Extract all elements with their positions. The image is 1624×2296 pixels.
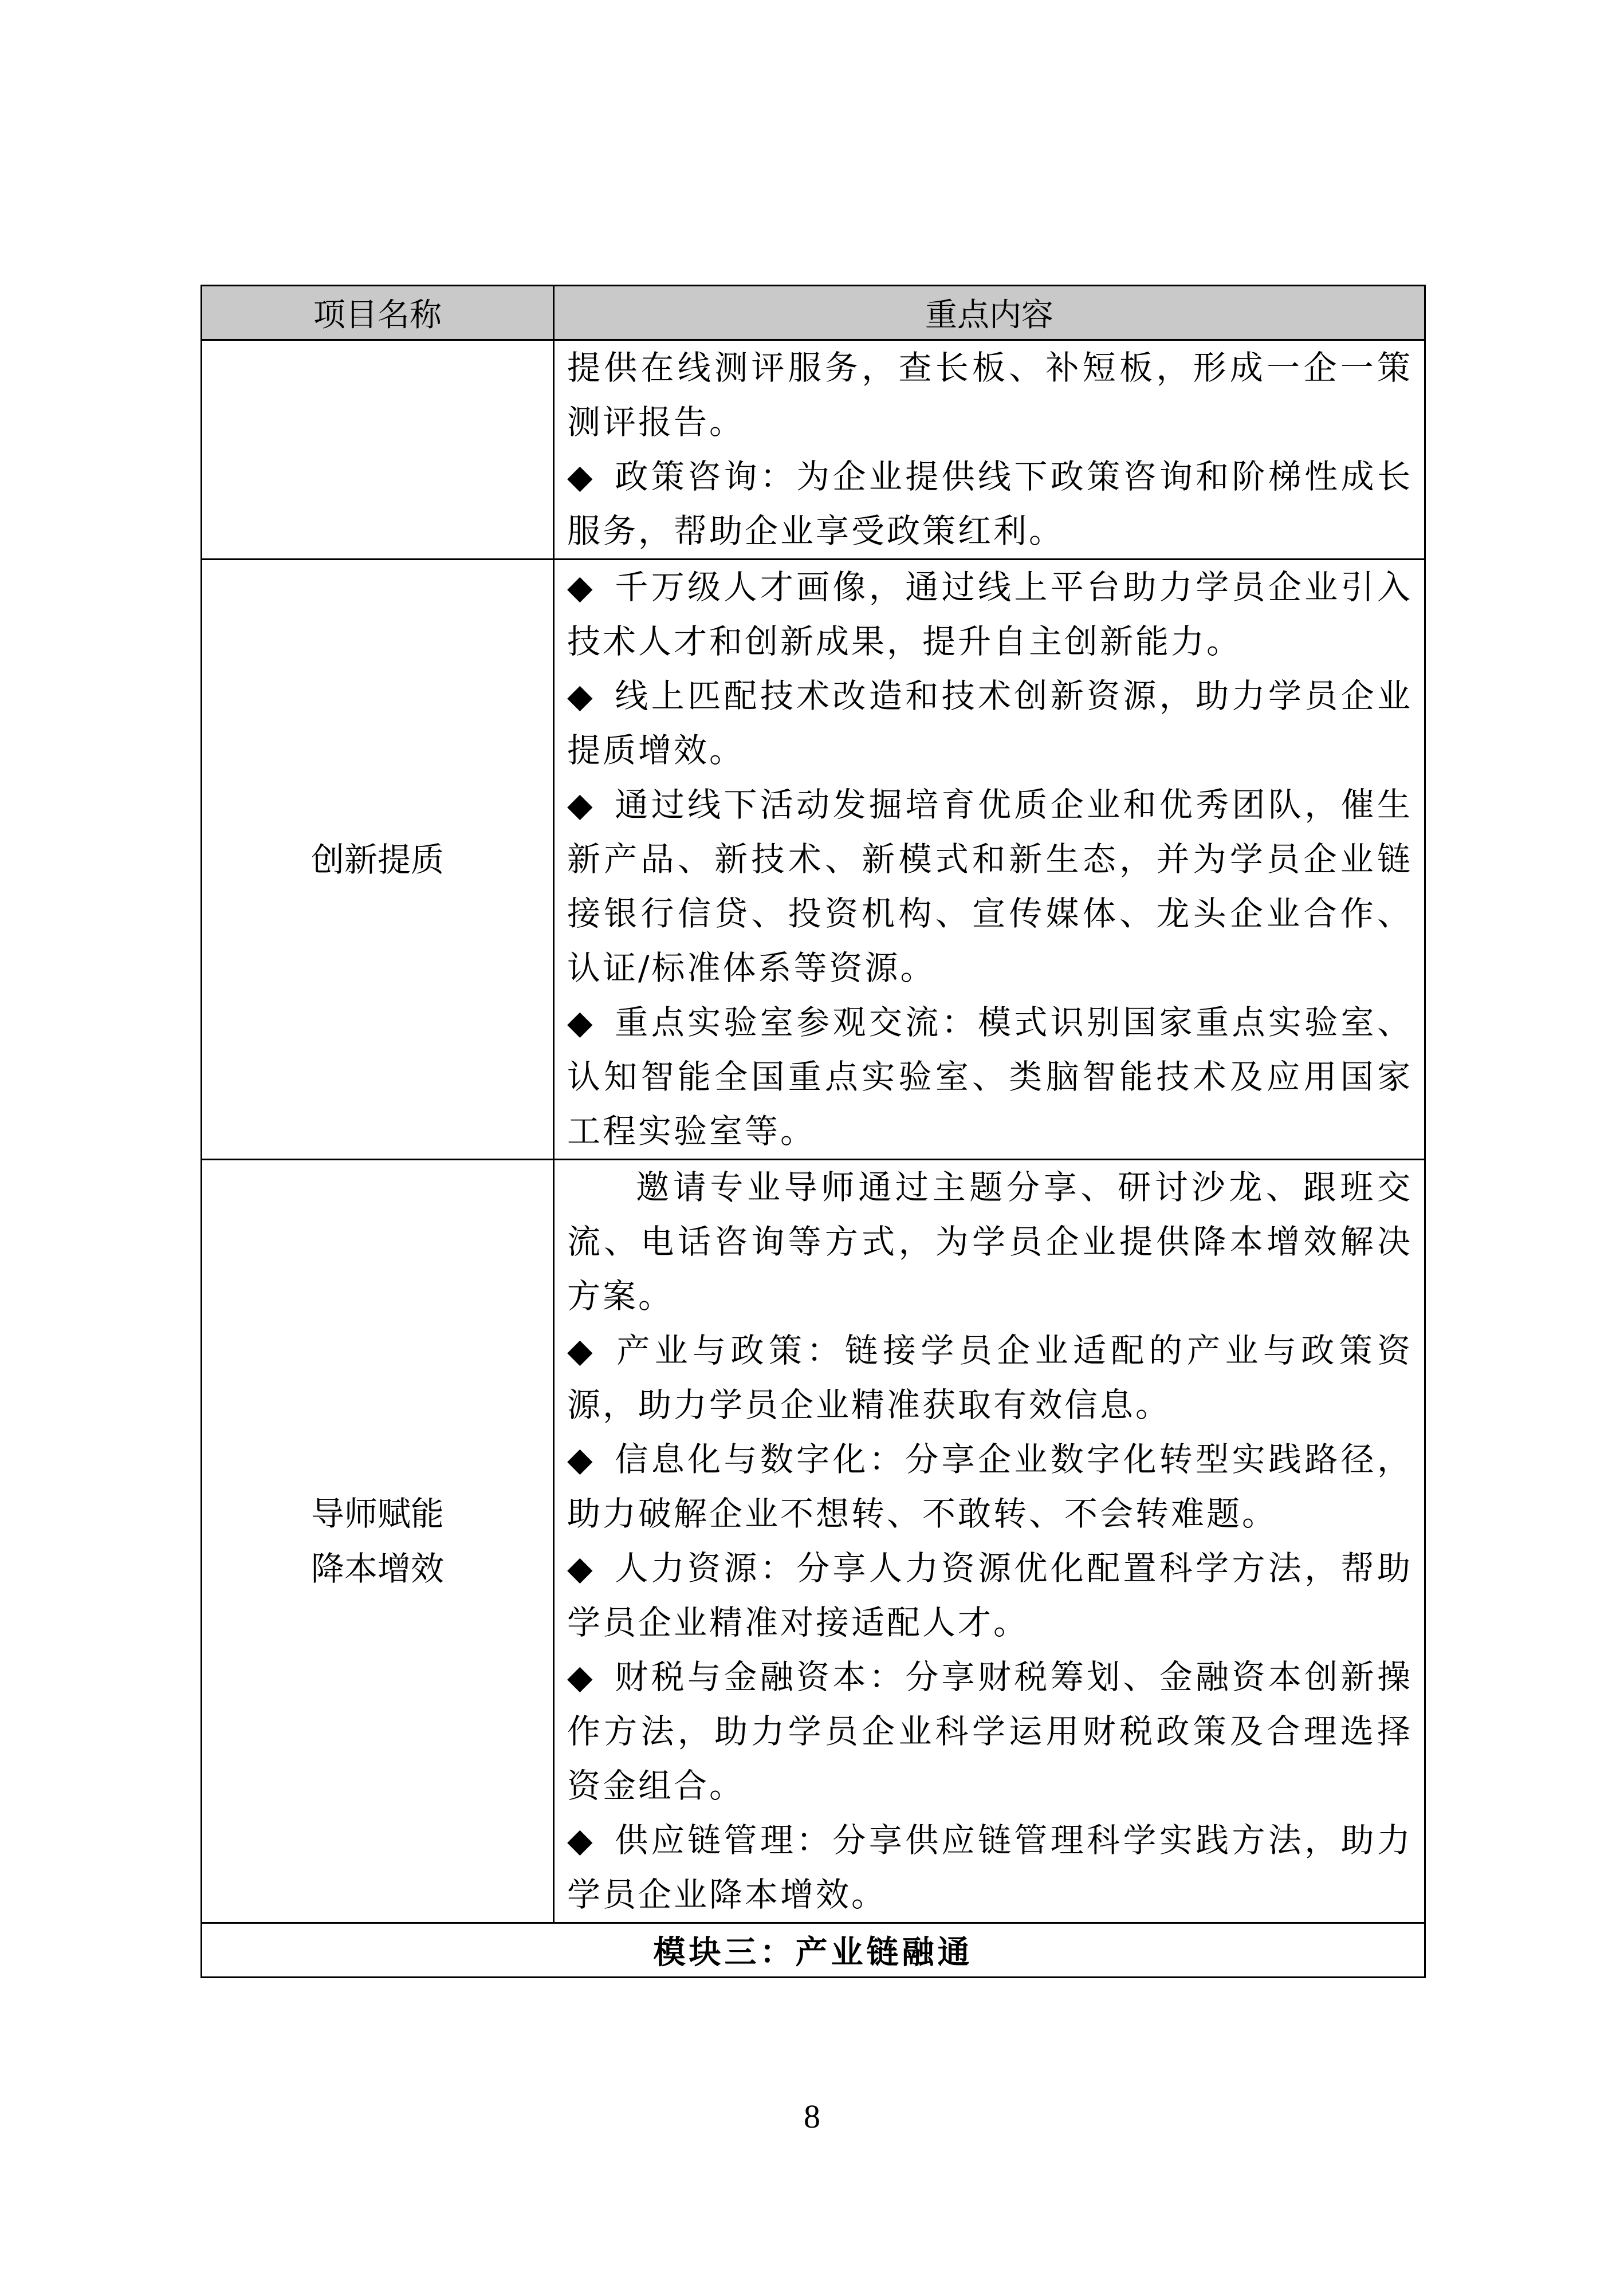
black-diamond-icon: ◆	[567, 1549, 593, 1588]
project-name-line: 导师赋能	[310, 1494, 444, 1533]
table-header-row	[202, 286, 1425, 340]
black-diamond-icon: ◆	[567, 1657, 593, 1696]
paragraph-text: 供应链管理：分享供应链管理科学实践方法，助力学员企业降本增效。	[567, 1821, 1413, 1914]
bullet-item	[567, 450, 1413, 558]
header-project-name: 项目名称	[202, 286, 554, 340]
black-diamond-icon: ◆	[567, 1440, 593, 1479]
project-name-cell	[202, 1160, 554, 1923]
black-diamond-icon: ◆	[567, 1003, 593, 1042]
content-paragraph	[567, 341, 1413, 450]
module-row	[202, 1923, 1425, 1978]
table-row	[202, 340, 1425, 560]
paragraph-text: 重点实验室参观交流：模式识别国家重点实验室、认知智能全国重点实验室、类脑智能技术及应用国家工程实验室等。	[567, 1003, 1413, 1151]
black-diamond-icon: ◆	[567, 1821, 593, 1860]
key-content-cell	[554, 340, 1425, 560]
key-content-cell	[554, 1160, 1425, 1923]
paragraph-text: 千万级人才画像，通过线上平台助力学员企业引入技术人才和创新成果，提升自主创新能力。	[567, 568, 1413, 661]
content-table	[200, 285, 1426, 1978]
project-name-line: 降本增效	[310, 1549, 444, 1588]
paragraph-text: 通过线下活动发掘培育优质企业和优秀团队，催生新产品、新技术、新模式和新生态，并为学员企业链接银行信贷、投资机构、宣传媒体、龙头企业合作、认证/标准体系等资源。	[567, 785, 1413, 987]
project-name-cell	[202, 560, 554, 1160]
paragraph-text: 信息化与数字化：分享企业数字化转型实践路径，助力破解企业不想转、不敢转、不会转难题。	[567, 1440, 1413, 1533]
bullet-item	[567, 1650, 1413, 1813]
paragraph-text: 产业与政策：链接学员企业适配的产业与政策资源，助力学员企业精准获取有效信息。	[567, 1331, 1413, 1424]
paragraph-text: 人力资源：分享人力资源优化配置科学方法，帮助学员企业精准对接适配人才。	[567, 1549, 1413, 1642]
black-diamond-icon: ◆	[567, 676, 593, 715]
table-body	[202, 340, 1425, 1923]
bullet-item	[567, 560, 1413, 669]
table-row	[202, 560, 1425, 1160]
bullet-item	[567, 1813, 1413, 1922]
table-row	[202, 1160, 1425, 1923]
project-name-line: 创新提质	[310, 840, 444, 879]
bullet-item	[567, 1541, 1413, 1650]
bullet-item	[567, 669, 1413, 778]
paragraph-text: 邀请专业导师通过主题分享、研讨沙龙、跟班交流、电话咨询等方式，为学员企业提供降本增效解决方案。	[567, 1168, 1413, 1316]
header-key-content: 重点内容	[554, 286, 1425, 340]
paragraph-text: 线上匹配技术改造和技术创新资源，助力学员企业提质增效。	[567, 676, 1413, 770]
key-content-cell	[554, 560, 1425, 1160]
black-diamond-icon: ◆	[567, 457, 593, 496]
page-number: 8	[804, 2098, 820, 2135]
black-diamond-icon: ◆	[567, 1331, 593, 1370]
black-diamond-icon: ◆	[567, 568, 593, 607]
content-paragraph	[567, 1160, 1413, 1324]
bullet-item	[567, 1324, 1413, 1432]
paragraph-text: 财税与金融资本：分享财税筹划、金融资本创新操作方法，助力学员企业科学运用财税政策及合理选择资金组合。	[567, 1657, 1413, 1805]
bullet-item	[567, 1432, 1413, 1541]
bullet-item	[567, 995, 1413, 1159]
black-diamond-icon: ◆	[567, 785, 593, 824]
paragraph-text: 政策咨询：为企业提供线下政策咨询和阶梯性成长服务，帮助企业享受政策红利。	[567, 457, 1413, 550]
module-title: 模块三：产业链融通	[202, 1923, 1425, 1978]
project-name-cell	[202, 340, 554, 560]
bullet-item	[567, 778, 1413, 995]
paragraph-text: 提供在线测评服务，查长板、补短板，形成一企一策测评报告。	[567, 348, 1413, 442]
